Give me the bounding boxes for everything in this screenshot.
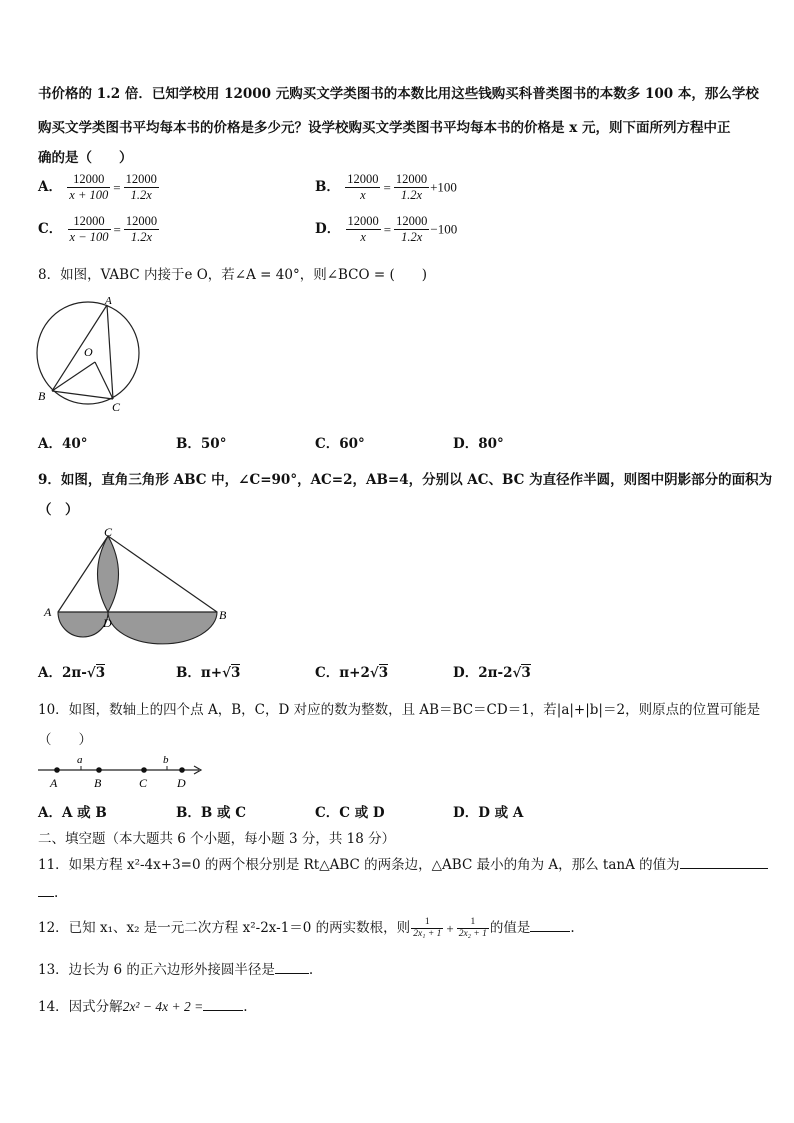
q7-option-c[interactable]: C． $\frac{12000}{x - 100}$ = $\frac{12000}{1.2x}$	[38, 214, 158, 244]
label-point-d: D	[177, 776, 186, 790]
answer-blank[interactable]	[680, 854, 768, 869]
q10-option-b[interactable]: B．B 或 C	[176, 805, 246, 821]
q10-text-line1: 10．如图，数轴上的四个点 A，B，C，D 对应的数为整数，且 AB＝BC＝CD＝1，若|a|+|b|＝2，则原点的位置可能是	[38, 702, 761, 718]
q9-option-d[interactable]: D．2π-2√3	[453, 665, 531, 681]
label-d: D	[103, 616, 112, 630]
q11-text-line1: 11．如果方程 x²-4x+3=0 的两个根分别是 Rt△ABC 的两条边，△ABC 最小的角为 A，那么 tanA 的值为	[38, 853, 768, 873]
label-point-c: C	[139, 776, 148, 790]
q12-text: 12．已知 x₁、x₂ 是一元二次方程 x²-2x-1＝0 的两实数根，则 $\frac{1}{\text{2x₁ + 1}}$ + $\frac{1}{\text{2x₂ + 1}}$ 的值是 .	[38, 917, 575, 939]
fraction: $\frac{1}{\text{2x₁ + 1}}$	[413, 917, 442, 939]
q10-option-c[interactable]: C．C 或 D	[315, 805, 385, 821]
q9-option-c[interactable]: C．π+2√3	[315, 665, 389, 681]
q11-text-line2: .	[38, 882, 58, 901]
label-point-a: A	[50, 776, 58, 790]
sqrt-icon: √	[369, 665, 379, 681]
sqrt-icon: √	[222, 665, 231, 681]
q9-text-line2: （ ）	[38, 502, 79, 518]
label-o: O	[84, 345, 93, 359]
label-a: A	[105, 295, 112, 307]
fraction: $\frac{12000}{x - 100}$	[69, 214, 109, 244]
shaded-region-db	[108, 612, 217, 644]
label-a: A	[44, 605, 52, 619]
answer-blank-cont[interactable]	[38, 882, 54, 897]
q10-option-d[interactable]: D．D 或 A	[453, 805, 524, 821]
q13-text: 13．边长为 6 的正六边形外接圆半径是 .	[38, 958, 313, 978]
fraction: $\frac{12000}{1.2x}$	[125, 172, 157, 202]
label-b: B	[38, 389, 46, 403]
q7-text-line3: 确的是（ ）	[38, 150, 133, 166]
fraction: $\frac{12000}{1.2x}$	[125, 214, 158, 244]
q10-text-line2: （ ）	[38, 732, 92, 748]
q7-option-a[interactable]: A． $\frac{12000}{x + 100}$ = $\frac{12000}{1.2x}$	[38, 172, 157, 202]
label-c: C	[112, 400, 121, 414]
fraction: $\frac{12000}{1.2x}$	[395, 172, 428, 202]
fraction: $\frac{12000}{1.2x}$	[396, 214, 428, 244]
q7-option-d[interactable]: D． $\frac{12000}{x}$ = $\frac{12000}{1.2x}$ −100	[315, 214, 458, 244]
q9-triangle-figure	[40, 524, 235, 648]
q14-text: 14．因式分解2x² − 4x + 2 = .	[38, 995, 247, 1015]
q8-option-b[interactable]: B．50°	[176, 436, 227, 452]
label-a-value: a	[77, 754, 83, 766]
label-c: C	[104, 525, 113, 539]
label-point-b: B	[94, 776, 102, 790]
q9-text-line1: 9．如图，直角三角形 ABC 中，∠C=90°，AC=2，AB=4，分别以 AC、BC 为直径作半圆，则图中阴影部分的面积为	[38, 472, 773, 488]
label-b: B	[219, 608, 227, 622]
q8-circle-figure	[32, 293, 147, 418]
q9-option-b[interactable]: B．π+√3	[176, 665, 241, 681]
answer-blank[interactable]	[203, 996, 243, 1011]
answer-blank[interactable]	[530, 917, 570, 932]
fraction: $\frac{12000}{x + 100}$	[69, 172, 109, 202]
q10-number-line	[36, 752, 206, 792]
label-b-value: b	[163, 754, 169, 766]
shaded-region-ad	[58, 612, 108, 637]
answer-blank[interactable]	[275, 959, 309, 974]
section-2-heading: 二、填空题（本大题共 6 个小题，每小题 3 分，共 18 分）	[38, 831, 396, 847]
q8-option-c[interactable]: C．60°	[315, 436, 365, 452]
sqrt-icon: √	[86, 665, 96, 681]
q9-option-a[interactable]: A．2π-√3	[38, 665, 106, 681]
fraction: $\frac{12000}{x}$	[347, 214, 379, 244]
fraction: $\frac{12000}{x}$	[347, 172, 379, 202]
sqrt-icon: √	[512, 665, 522, 681]
q7-option-b[interactable]: B． $\frac{12000}{x}$ = $\frac{12000}{1.2x}$ +100	[315, 172, 457, 202]
q7-text-line1: 书价格的 1.2 倍．已知学校用 12000 元购买文学类图书的本数比用这些钱购买科普类图书的本数多 100 本，那么学校	[38, 86, 759, 102]
fraction: $\frac{1}{\text{2x₂ + 1}}$	[458, 917, 487, 939]
q7-text-line2: 购买文学类图书平均每本书的价格是多少元？设学校购买文学类图书平均每本书的价格是 x 元，则下面所列方程中正	[38, 120, 731, 136]
q8-option-d[interactable]: D．80°	[453, 436, 504, 452]
q8-text: 8．如图，VABC 内接于e O，若∠A = 40°，则∠BCO = ( )	[38, 267, 428, 283]
q10-option-a[interactable]: A．A 或 B	[38, 805, 107, 821]
q8-option-a[interactable]: A．40°	[38, 436, 88, 452]
